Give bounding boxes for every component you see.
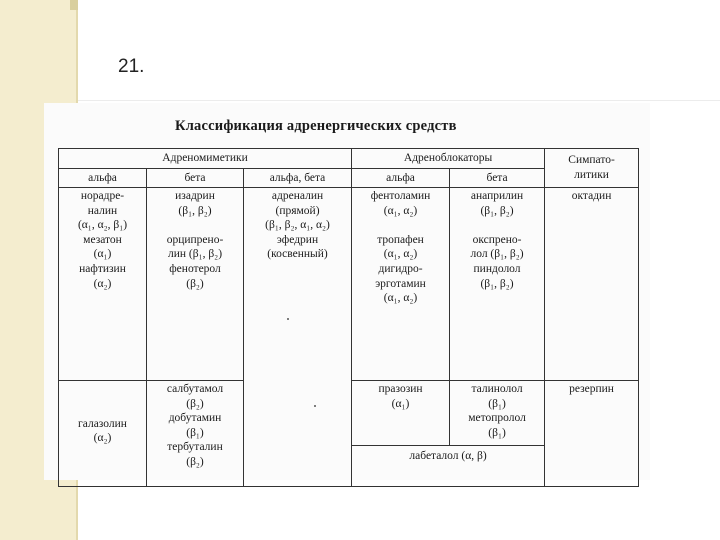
top-accent: [70, 0, 78, 10]
cell-line: налин: [87, 204, 118, 217]
subheader-mim-alpha: альфа: [59, 169, 147, 188]
cell-line: тропафен: [377, 233, 424, 246]
group-blockers: Адреноблокаторы: [352, 149, 545, 169]
cell-sym-2: [545, 381, 639, 487]
cell-line: (прямой): [275, 204, 320, 217]
cell-line: эфедрин: [276, 233, 319, 246]
cell-line: (α₁, α₂): [383, 248, 418, 261]
cell-line: метопролол: [468, 412, 526, 425]
table-row-top: [59, 188, 639, 381]
classification-table: [58, 148, 639, 487]
cell-line: (α₁): [93, 248, 112, 261]
cell-line: литики: [574, 169, 609, 181]
cell-line: (β₁): [186, 426, 204, 439]
group-header-row: [59, 149, 639, 169]
cell-line: норадре-: [80, 190, 125, 202]
subheader-blk-beta: бета: [450, 169, 545, 188]
cell-line: (β₁, β₂, α₁, α₂): [265, 219, 330, 232]
cell-line: (β₁, β₂): [178, 204, 212, 217]
cell-line: (β₂): [186, 397, 204, 410]
cell-line: тербуталин: [167, 441, 223, 454]
cell-line: (α₁, α₂): [383, 292, 418, 305]
cell-line: пиндолол: [473, 262, 521, 275]
cell-line: адреналин: [271, 190, 324, 202]
group-sympatholytics: [545, 149, 639, 188]
line-gap: [451, 218, 543, 233]
cell-line: салбутамол: [166, 383, 224, 395]
cell-blk-alpha-top: [352, 188, 450, 381]
cell-mim-alphabeta: [244, 188, 352, 487]
cell-blk-mixed: лабеталол (α, β): [352, 446, 545, 487]
cell-line: нафтизин: [79, 262, 126, 275]
cell-line: (α₁, α₂, β₁): [77, 219, 128, 232]
divider-line: [78, 100, 720, 101]
cell-line: (косвенный): [267, 248, 328, 261]
cell-line: октадин: [571, 190, 612, 202]
cell-mim-beta-bottom: [147, 381, 244, 487]
cell-blk-alpha-bottom: [352, 381, 450, 446]
group-mimetics: Адреномиметики: [59, 149, 352, 169]
cell-line: анаприлин: [470, 190, 524, 202]
cell-mim-beta-top: [147, 188, 244, 381]
cell-line: эрготамин: [375, 277, 426, 290]
cell-line: талинолол: [471, 383, 523, 395]
cell-line: резерпин: [569, 383, 614, 395]
line-gap: [353, 218, 448, 233]
subheader-mim-beta: бета: [147, 169, 244, 188]
cell-line: дигидро-: [378, 262, 423, 275]
cell-line: (α₂): [93, 432, 112, 445]
table-title: Классификация адренергических средств: [175, 118, 457, 134]
cell-line: Симпато-: [568, 154, 615, 167]
cell-line: окспрено-: [472, 233, 522, 246]
cell-line: празозин: [378, 383, 423, 395]
cell-line: (β₂): [186, 277, 204, 290]
cell-line: орципрено-: [166, 233, 224, 246]
cell-line: (α₂): [93, 277, 112, 290]
cell-line: изадрин: [175, 190, 215, 202]
cell-blk-beta-bottom: [450, 381, 545, 446]
cell-line: (β₁): [488, 426, 506, 439]
scan-speck: [314, 405, 316, 407]
cell-line: фентоламин: [370, 190, 431, 202]
cell-line: (β₁, β₂): [480, 204, 514, 217]
cell-blk-beta-top: [450, 188, 545, 381]
cell-line: (β₂): [186, 455, 204, 468]
cell-line: (α₁, α₂): [383, 204, 418, 217]
cell-mim-alpha-bottom: [59, 381, 147, 487]
subheader-blk-alpha: альфа: [352, 169, 450, 188]
cell-mim-alpha-top: [59, 188, 147, 381]
cell-line: галазолин: [78, 417, 127, 430]
subheader-mim-alphabeta: альфа, бета: [244, 169, 352, 188]
cell-line: добутамин: [168, 412, 222, 425]
cell-line: лол (β₁, β₂): [470, 248, 524, 261]
line-gap: [148, 218, 242, 233]
cell-line: (β₁): [488, 397, 506, 410]
slide-number: 21.: [118, 56, 145, 77]
scan-speck: [287, 318, 289, 320]
cell-line: мезатон: [83, 233, 122, 246]
cell-line: (α₁): [391, 397, 410, 410]
cell-sym-1: [545, 188, 639, 381]
cell-line: фенотерол: [169, 262, 221, 275]
cell-line: лин (β₁, β₂): [167, 248, 223, 261]
cell-line: (β₁, β₂): [480, 277, 514, 290]
